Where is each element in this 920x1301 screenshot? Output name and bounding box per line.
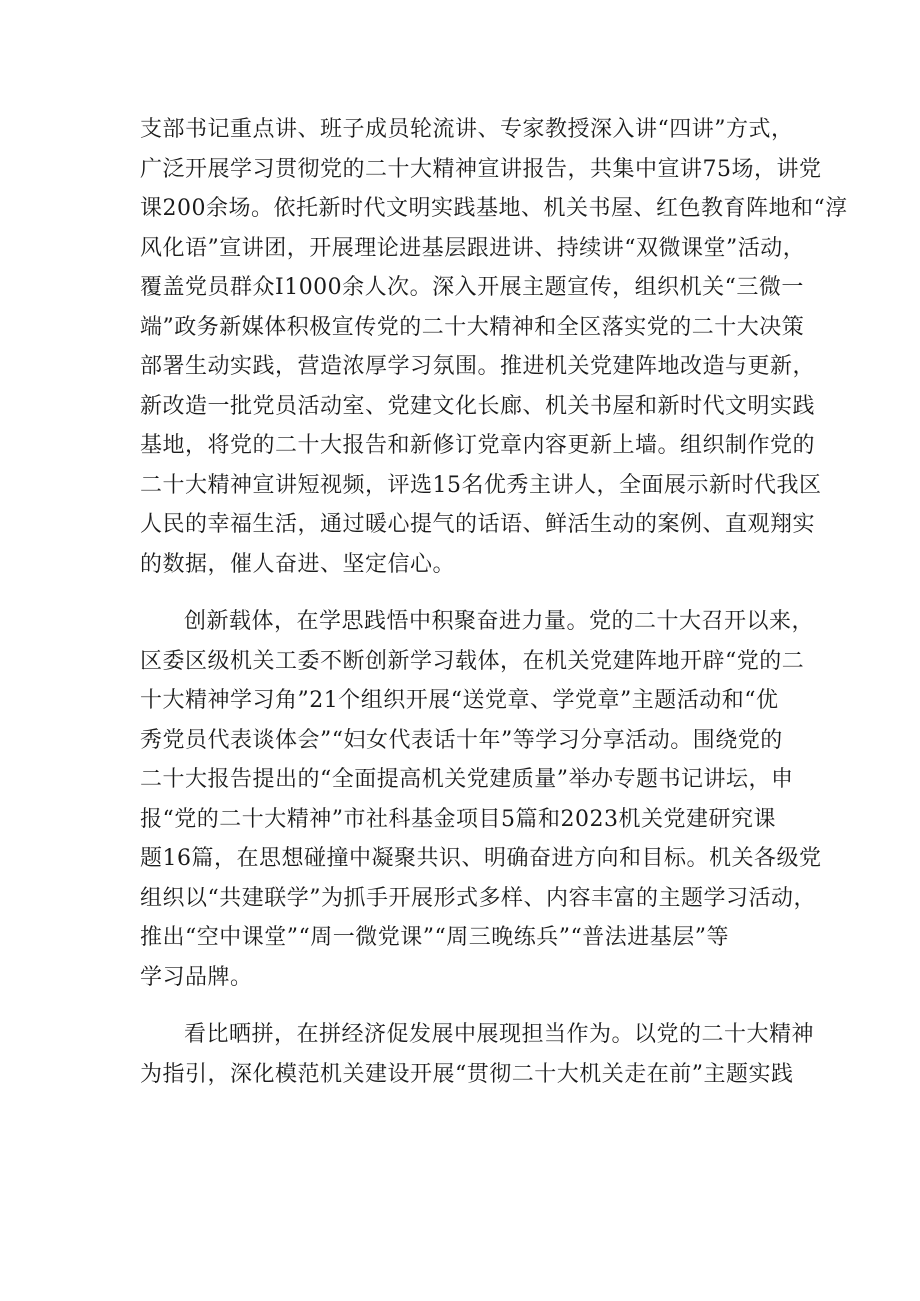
text-line: 二十大精神宣讲短视频，评选15名优秀主讲人，全面展示新时代我区 (140, 472, 822, 498)
text-line: 组织以“共建联学”为抓手开展形式多样、内容丰富的主题学习活动， (140, 885, 816, 911)
text-line: 十大精神学习角”21个组织开展“送党章、学党章”主题活动和“优 (140, 688, 779, 713)
paragraph-1 (140, 110, 848, 584)
text-line: 报“党的二十大精神”市社科基金项目5篇和2023机关党建研究课 (140, 806, 776, 832)
text-line: 看比晒拼，在拼经济促发展中展现担当作为。以党的二十大精神 (184, 1022, 815, 1047)
text-line: 推出“空中课堂”“周一微党课”“周三晚练兵”“普法进基层”等 (140, 925, 729, 950)
text-line: 新改造一批党员活动室、党建文化长廊、机关书屋和新时代文明实践 (140, 393, 816, 419)
body-text (140, 110, 848, 1094)
paragraph-2 (140, 602, 822, 997)
text-line: 端”政务新媒体积极宣传党的二十大精神和全区落实党的二十大决策 (140, 314, 805, 340)
text-line: 创新载体，在学思践悟中积聚奋进力量。党的二十大召开以来， (184, 609, 815, 634)
text-line: 为指引，深化模范机关建设开展“贯彻二十大机关走在前”主题实践 (140, 1061, 794, 1087)
text-line: 基地，将党的二十大报告和新修订党章内容更新上墙。组织制作党的 (140, 433, 816, 458)
text-line: 的数据，催人奋进、坚定信心。 (140, 551, 456, 577)
text-line: 区委区级机关工委不断创新学习载体，在机关党建阵地开辟“党的二 (140, 648, 805, 674)
text-line: 覆盖党员群众I1000余人次。深入开展主题宣传，组织机关“三微一 (140, 275, 804, 300)
text-line: 题16篇，在思想碰撞中凝聚共识、明确奋进方向和目标。机关各级党 (140, 846, 822, 871)
text-line: 二十大报告提出的“全面提高机关党建质量”举办专题书记讲坛，申 (140, 767, 794, 792)
text-line: 支部书记重点讲、班子成员轮流讲、专家教授深入讲“四讲”方式， (140, 117, 794, 142)
text-line: 课200余场。依托新时代文明实践基地、机关书屋、红色教育阵地和“淳 (140, 196, 848, 221)
paragraph-3 (140, 1015, 815, 1094)
text-line: 风化语”宣讲团，开展理论进基层跟进讲、持续讲“双微课堂”活动， (140, 235, 806, 261)
text-line: 人民的幸福生活，通过暖心提气的话语、鲜活生动的案例、直观翔实 (140, 512, 816, 537)
text-line: 广泛开展学习贯彻党的二十大精神宣讲报告，共集中宣讲75场，讲党 (140, 156, 822, 182)
text-line: 部署生动实践，营造浓厚学习氛围。推进机关党建阵地改造与更新， (140, 354, 816, 379)
text-line: 秀党员代表谈体会”“妇女代表话十年”等学习分享活动。围绕党的 (140, 727, 783, 753)
text-line: 学习品牌。 (140, 964, 253, 990)
